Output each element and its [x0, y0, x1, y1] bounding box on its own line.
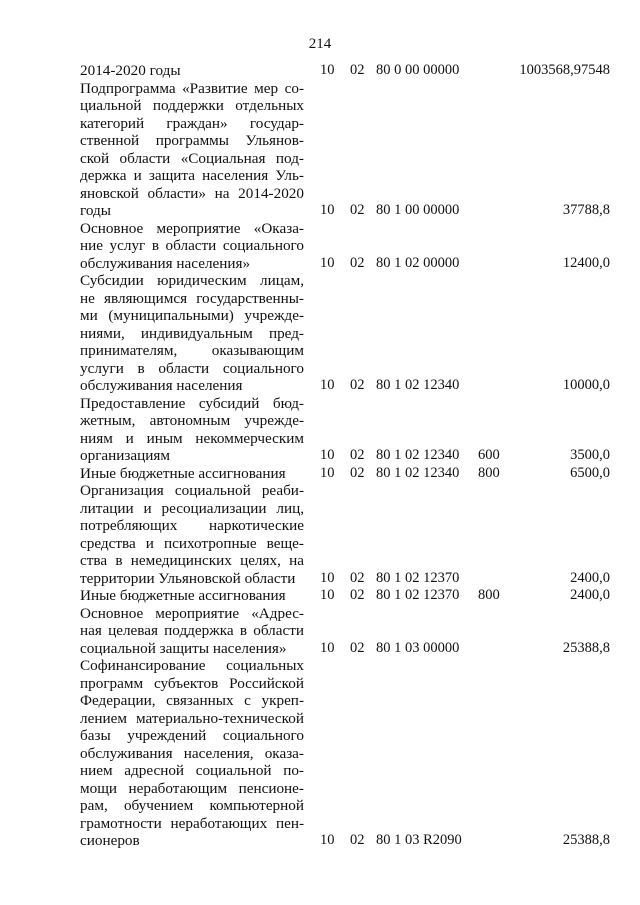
- row-name-line: ниями, индивидуальным пред-: [80, 324, 304, 342]
- section-code: 10: [320, 62, 335, 78]
- expense-type-code: 800: [478, 587, 500, 603]
- section-code: 10: [320, 254, 335, 271]
- row-name-line: ми (муниципальными) учрежде-: [80, 307, 304, 324]
- row-name-line: Основное мероприятие «Адрес-: [80, 604, 304, 622]
- row-name: [80, 465, 304, 483]
- table-row: [80, 79, 610, 220]
- row-name-line: яновской области» на 2014-2020: [80, 184, 304, 202]
- target-article-code: 80 1 02 00000: [376, 254, 460, 271]
- row-name-line: рам, обучением компьютерной: [80, 797, 304, 814]
- section-code: 10: [320, 447, 335, 463]
- target-article-code: 80 1 00 00000: [376, 202, 460, 218]
- row-name-line: ства в немедицинских целях, на: [80, 552, 304, 569]
- page-number: 214: [308, 36, 332, 52]
- target-article-code: 80 1 02 12370: [376, 569, 460, 586]
- section-code: 10: [320, 569, 335, 586]
- amount-value: 2400,0: [570, 569, 610, 586]
- subsection-code: 02: [350, 202, 365, 218]
- row-name-line: 2014-2020 годы: [80, 62, 181, 79]
- amount-value: 10000,0: [562, 377, 610, 393]
- row-name-line: Софинансирование социальных: [80, 657, 304, 674]
- table-row: [80, 657, 610, 850]
- row-name-line: литации и ресоциализации лиц,: [80, 499, 304, 517]
- row-name: [80, 62, 304, 80]
- target-article-code: 80 1 02 12340: [376, 377, 460, 393]
- row-name-line: держка и защита населения Уль-: [80, 167, 304, 184]
- row-name-line: Организация социальной реаби-: [80, 482, 304, 499]
- subsection-code: 02: [350, 62, 365, 78]
- table-row: [80, 604, 610, 658]
- row-name-line: сионеров: [80, 832, 140, 849]
- row-name: [80, 482, 304, 587]
- table-row: [80, 272, 610, 395]
- row-name-line: обслуживания населения»: [80, 254, 251, 272]
- amount-value: 1003568,97548: [519, 62, 610, 78]
- row-name-line: Подпрограмма «Развитие мер со-: [80, 79, 304, 97]
- row-name-line: жетным, автономным учрежде-: [80, 412, 304, 429]
- section-code: 10: [320, 377, 335, 393]
- row-name: [80, 587, 304, 605]
- section-code: 10: [320, 832, 335, 848]
- subsection-code: 02: [350, 832, 365, 848]
- row-name-line: грамотности неработающих пен-: [80, 814, 304, 832]
- row-name-line: средства и психотропные веще-: [80, 534, 304, 552]
- row-name-line: социальной защиты населения»: [80, 639, 287, 657]
- subsection-code: 02: [350, 569, 365, 586]
- section-code: 10: [320, 639, 335, 656]
- subsection-code: 02: [350, 254, 365, 271]
- section-code: 10: [320, 464, 335, 481]
- row-name: [80, 605, 304, 658]
- table-row: [80, 587, 610, 605]
- row-name-line: базы учреждений социального: [80, 727, 304, 744]
- row-name-line: организациям: [80, 447, 171, 464]
- row-name-line: Федерации, связанных с укреп-: [80, 692, 304, 709]
- amount-value: 2400,0: [570, 587, 610, 603]
- budget-table: [80, 62, 610, 850]
- row-name-line: ской области «Социальная под-: [80, 149, 304, 167]
- row-name-line: Основное мероприятие «Оказа-: [80, 219, 304, 237]
- row-name-line: Субсидии юридическим лицам,: [80, 272, 304, 289]
- expense-type-code: 800: [478, 464, 500, 481]
- table-row: [80, 219, 610, 273]
- row-name-line: программ субъектов Российской: [80, 674, 304, 692]
- row-name-line: ная целевая поддержка в области: [80, 622, 304, 639]
- target-article-code: 80 1 02 12340: [376, 447, 460, 463]
- row-name-line: годы: [80, 202, 111, 219]
- row-name-line: Предоставление субсидий бюд-: [80, 394, 304, 412]
- row-name-line: лением материально-технической: [80, 709, 304, 727]
- row-name-line: мощи неработающим пенсионе-: [80, 779, 304, 797]
- amount-value: 12400,0: [562, 254, 610, 271]
- row-name-line: циальной поддержки отдельных: [80, 97, 304, 114]
- expense-type-code: 600: [478, 447, 500, 463]
- target-article-code: 80 1 03 R2090: [376, 832, 462, 848]
- row-name-line: территории Ульяновской области: [80, 569, 296, 587]
- table-row: [80, 394, 610, 465]
- amount-value: 25388,8: [562, 832, 610, 848]
- table-row: [80, 464, 610, 483]
- row-name-line: принимателям, оказывающим: [80, 342, 304, 359]
- section-code: 10: [320, 202, 335, 218]
- row-name: [80, 272, 304, 395]
- amount-value: 25388,8: [562, 639, 610, 656]
- row-name-line: не являющимся государственны-: [80, 289, 304, 307]
- row-name: [80, 220, 304, 273]
- row-name-line: ниям и иным некоммерческим: [80, 429, 304, 447]
- amount-value: 37788,8: [562, 202, 610, 218]
- section-code: 10: [320, 587, 335, 603]
- row-name: [80, 657, 304, 850]
- row-name-line: потребляющих наркотические: [80, 517, 304, 534]
- row-name-line: Иные бюджетные ассигнования: [80, 464, 286, 482]
- target-article-code: 80 1 02 12370: [376, 587, 460, 603]
- subsection-code: 02: [350, 587, 365, 603]
- subsection-code: 02: [350, 447, 365, 463]
- row-name: [80, 80, 304, 220]
- target-article-code: 80 0 00 00000: [376, 62, 460, 78]
- target-article-code: 80 1 03 00000: [376, 639, 460, 656]
- amount-value: 3500,0: [570, 447, 610, 463]
- subsection-code: 02: [350, 377, 365, 393]
- row-name-line: нием адресной социальной по-: [80, 762, 304, 779]
- subsection-code: 02: [350, 639, 365, 656]
- row-name: [80, 395, 304, 465]
- row-name-line: ственной программы Ульянов-: [80, 132, 304, 149]
- subsection-code: 02: [350, 464, 365, 481]
- row-name-line: ние услуг в области социального: [80, 237, 304, 254]
- row-name-line: Иные бюджетные ассигнования: [80, 587, 286, 604]
- row-name-line: услуги в области социального: [80, 359, 304, 377]
- amount-value: 6500,0: [570, 464, 610, 481]
- row-name-line: обслуживания населения, оказа-: [80, 744, 304, 762]
- row-name-line: обслуживания населения: [80, 377, 243, 394]
- row-name-line: категорий граждан» государ-: [80, 114, 304, 132]
- table-row: [80, 482, 610, 587]
- target-article-code: 80 1 02 12340: [376, 464, 460, 481]
- table-row: [80, 62, 610, 80]
